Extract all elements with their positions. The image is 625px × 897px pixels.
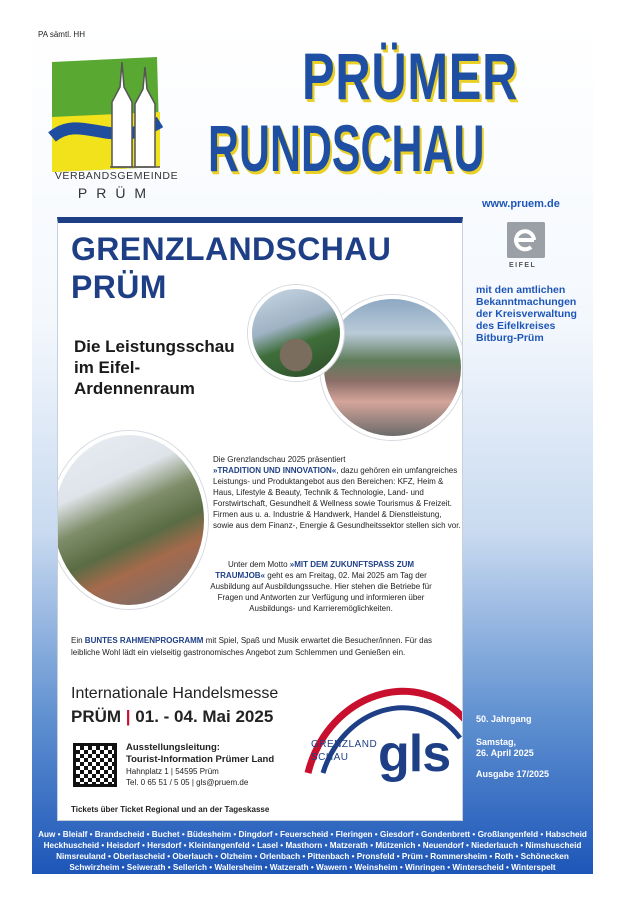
newspaper-cover [32, 22, 593, 874]
ad-p2-highlight: »MIT DEM ZUKUNFTSPASS ZUM TRAUMJOB« [215, 560, 415, 580]
contact-phone-email: Tel. 0 65 51 / 5 05 | gls@pruem.de [126, 778, 249, 787]
contact-address: Hahnplatz 1 | 54595 Prüm [126, 767, 219, 776]
masthead-title-line1: PRÜMER [302, 39, 519, 113]
ad-subtitle [74, 336, 235, 399]
places-line: Heckhuscheid • Heisdorf • Hersdorf • Kleinlangenfeld • Lasel • Masthorn • Matzerath • Mützenich • Neuendorf • Niederlauch • Nimshuscheid [43, 841, 582, 850]
official-notice: mit den amtlichen Bekanntmachungen der Kreisverwaltung des Eifelkreises Bitburg-Prüm [476, 284, 577, 344]
edition-year: 50. Jahrgang [476, 714, 532, 724]
fair-label: Internationale Handelsmesse [71, 685, 279, 702]
gls-word-line2: SCHAU [311, 752, 349, 763]
ad-p3-highlight: BUNTES RAHMENPROGRAMM [84, 636, 204, 645]
masthead-title-line2: RUNDSCHAU [208, 111, 485, 185]
grenzlandschau-ad [57, 217, 463, 821]
ad-title-line2: PRÜM [71, 269, 167, 305]
exhibition-stand-photo [248, 285, 344, 381]
eifel-logo-icon [507, 222, 545, 258]
tickets-info: Tickets über Ticket Regional und an der Tageskasse [71, 805, 270, 814]
fair-date [71, 707, 273, 727]
ad-paragraph-1 [213, 454, 463, 531]
places-line: Auw • Bleialf • Brandscheid • Buchet • Büdesheim • Dingdorf • Feuerscheid • Fleringen • Giesdorf • Gondenbrett • Großlangenfeld • Habscheid [38, 830, 587, 839]
contact-block [126, 742, 306, 788]
vg-town: PRÜM [77, 185, 156, 201]
vg-name: VERBANDSGEMEINDE [54, 170, 179, 182]
fair-dates: 01. - 04. Mai 2025 [135, 707, 274, 726]
ad-p3-rest: mit Spiel, Spaß und Musik erwartet die Besucher/innen. Für das leibliche Wohl lädt ein vielseitig gastronomisches Angebot zum Schlemmen und Genießen ein. [71, 636, 433, 657]
contact-org: Tourist-Information Prümer Land [126, 754, 275, 765]
places-line: Nimsreuland • Oberlascheid • Oberlauch • Olzheim • Orlenbach • Pittenbach • Pronsfeld • Prüm • Rommersheim • Roth • Schönecken [56, 852, 569, 861]
ad-paragraph-2 [206, 559, 436, 614]
ad-subtitle-line: Die Leistungsschau [74, 337, 235, 356]
places-line: Schwirzheim • Seiwerath • Sellerich • Wallersheim • Watzerath • Wawern • Weinsheim • Winringen • Winterscheid • Winterspelt [69, 863, 556, 872]
pa-note: PA sämtl. HH [38, 30, 85, 39]
fair-tents-photo [57, 431, 208, 609]
website-link[interactable]: www.pruem.de [482, 198, 560, 210]
fair-town: PRÜM [71, 707, 122, 726]
edition-issue: Ausgabe 17/2025 [476, 769, 550, 779]
gls-logo-mark: gls [378, 725, 451, 783]
fair-separator: | [125, 707, 131, 726]
ad-p1-rest: , dazu gehören ein umfangreiches Leistungs- und Produktangebot aus den Bereichen: KFZ, Heim & Haus, Lifestyle & Beauty, Technik & Technologie, Land- und Forstwirtschaft, Gesundheit & Wellness sowie Tourismus & Freizeit. Firmen aus u. a. Industrie & Handwerk, Handel & Dienstleistung, sowie aus dem Finanz-, Energie & Gesundheitssektor stellen sich vor. [213, 466, 461, 530]
ad-p2-rest: geht es am Freitag, 02. Mai 2025 am Tag der Ausbildung auf Ausbildungssuche. Hier stehen die Betriebe für Fragen und Antworten zur Verfügung und informieren über Ausbildungs- und Karrieremöglichkeiten. [210, 571, 432, 613]
contact-head: Ausstellungsleitung: [126, 742, 220, 753]
ad-p3-intro: Ein [71, 636, 85, 645]
places-list [32, 829, 593, 873]
ad-p2-intro: Unter dem Motto [227, 560, 290, 569]
ad-title-line1: GRENZLANDSCHAU [71, 231, 392, 267]
qr-code-icon[interactable] [73, 743, 117, 787]
edition-date: 26. April 2025 [476, 748, 534, 758]
ad-subtitle-line: im Eifel- [74, 358, 141, 377]
eifel-label: EIFEL [509, 262, 537, 269]
ad-p1-intro: Die Grenzlandschau 2025 präsentiert [213, 455, 346, 464]
edition-day: Samstag, [476, 737, 517, 747]
gls-wordmark [311, 738, 377, 764]
gls-word-line1: GRENZLAND [311, 739, 378, 750]
ad-subtitle-line: Ardennenraum [74, 379, 195, 398]
ad-p1-highlight: »TRADITION UND INNOVATION« [213, 466, 337, 475]
